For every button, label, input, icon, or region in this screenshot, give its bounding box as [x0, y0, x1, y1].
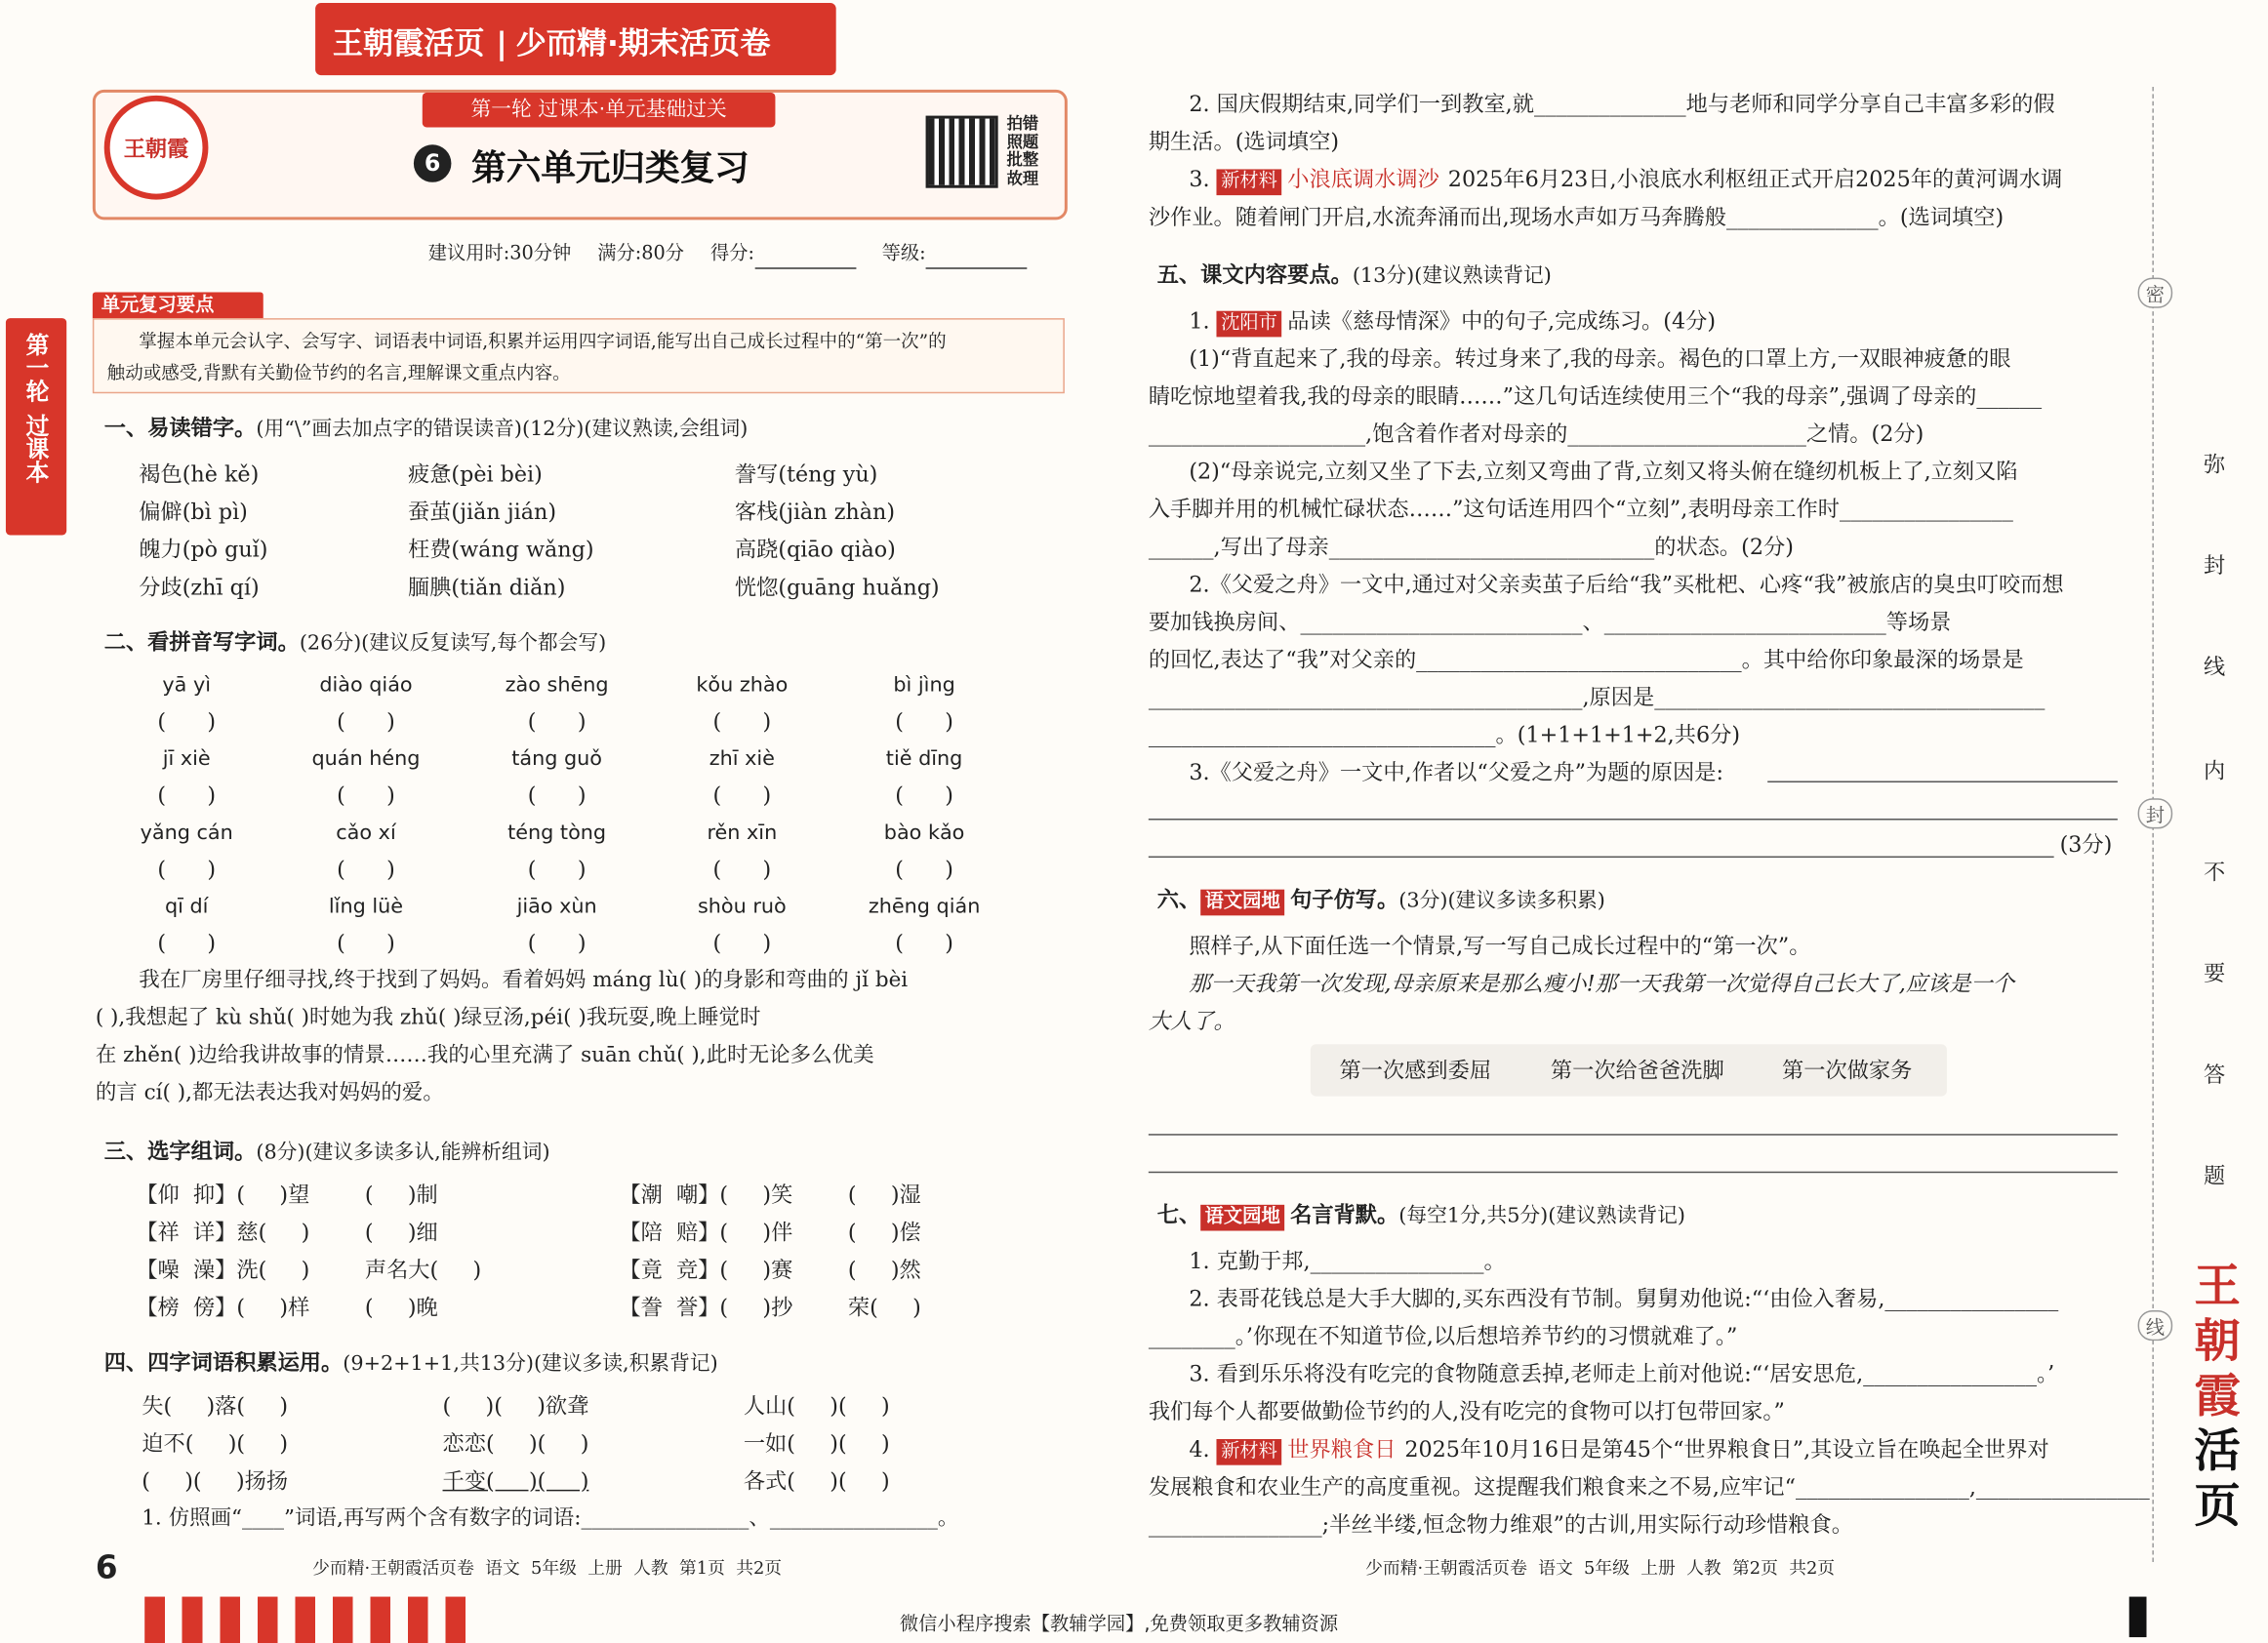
answer-blank[interactable]: ( ) [712, 708, 772, 736]
s7-q1[interactable]: 1. 克勤于邦,________________。 [1189, 1248, 1506, 1274]
answer-blank[interactable]: ( ) [527, 930, 587, 956]
answer-blank[interactable]: ( ) [895, 708, 953, 736]
s1-item[interactable]: 疲惫(pèi bèi) [407, 461, 543, 488]
s7-q2[interactable]: ________。’你现在不知道节俭,以后想培养节约的习惯就难了。” [1148, 1323, 1738, 1350]
pinyin: tiě dīng [885, 747, 963, 772]
r-q2-line-1[interactable]: 2. 国庆假期结束,同学们一到教室,就______________地与老师和同学分享自己丰富多彩的假 [1189, 91, 2055, 118]
pinyin: táng guǒ [511, 747, 603, 772]
answer-blank[interactable]: ( ) [712, 856, 772, 883]
brand-banner-text [333, 20, 771, 63]
pinyin: lǐng lüè [328, 895, 404, 919]
corner-mark [2129, 1597, 2147, 1638]
seal-mark: 线 [2138, 1310, 2173, 1341]
brand-name: 王朝霞 [332, 25, 425, 61]
new-material-tag: 新材料 [1217, 1439, 1282, 1465]
seal-text-char: 封 [2204, 552, 2226, 579]
logo-text: 王朝霞 [123, 136, 189, 163]
side-tab-round: 第一轮 [21, 332, 51, 403]
section-2-heading: 二、看拼音写字词。(26分)(建议反复读写,每个都会写) [103, 628, 607, 656]
seal-text-char: 要 [2204, 960, 2226, 986]
idiom-blank-underlined[interactable]: 千变( )( ) [442, 1467, 589, 1495]
answer-line[interactable] [1149, 819, 2118, 820]
seal-mark: 封 [2138, 798, 2173, 828]
s2-paragraph-line: ( ),我想起了 kù shǔ( )时她为我 zhǔ( )绿豆汤,péi( )我玩耍,晚上睡觉时 [95, 1006, 761, 1030]
s5-text: 3.《父爱之舟》一文中,作者以“父爱之舟”为题的原因是: [1189, 759, 1723, 785]
s6-example: 那一天我第一次发现,母亲原来是那么瘦小!那一天我第一次觉得自己长大了,应该是一个 [1189, 970, 2014, 997]
qr-caption-line: 故理 [1006, 168, 1039, 187]
s2-paragraph-line: 我在厂房里仔细寻找,终于找到了妈妈。看着妈妈 máng lù( )的身影和弯曲的 jǐ bèi [139, 969, 909, 992]
grade-field[interactable] [926, 245, 1028, 269]
seal-text-char: 题 [2204, 1162, 2226, 1189]
s1-item[interactable]: 腼腆(tiǎn diǎn) [407, 574, 566, 601]
idiom-blank[interactable]: 迫不( )( ) [142, 1430, 289, 1457]
section-5-heading: 五、课文内容要点。(13分)(建议熟读背记) [1156, 261, 1552, 288]
answer-blank[interactable]: ( ) [527, 856, 587, 883]
qr-caption-line: 拍错 [1006, 114, 1039, 134]
qr-caption [1007, 116, 1045, 188]
vertical-brand-watermark: 王 朝 霞 活 页 [2194, 1258, 2241, 1534]
s5-text: 2.《父爱之舟》一文中,通过对父亲卖茧子后给“我”买枇杷、心疼“我”被旅店的臭虫叮咬而想 [1189, 571, 2064, 598]
pinyin: zào shēng [505, 673, 609, 698]
s5-text: (1)“背直起来了,我的母亲。转过身来了,我的母亲。褐色的口罩上方,一双眼神疲惫的眼 [1189, 345, 2011, 372]
answer-blank[interactable]: ( ) [712, 930, 772, 956]
grade-label: 等级: [881, 243, 926, 265]
s5-text[interactable]: 的回忆,表达了“我”对父亲的______________________________。其中给你印象最深的场景是 [1148, 646, 2024, 673]
pinyin: quán héng [311, 747, 421, 772]
s3-row[interactable]: 【祥 详】慈( ) ( )细 [136, 1219, 438, 1246]
answer-line[interactable] [1149, 1172, 2118, 1173]
s6-option[interactable]: 第一次给爸爸洗脚 [1550, 1057, 1724, 1084]
s1-item[interactable]: 客栈(jiàn zhàn) [734, 499, 896, 526]
s7-q4[interactable]: 发展粮食和农业生产的高度重视。这提醒我们粮食来之不易,应牢记“________________,________________ [1148, 1473, 2150, 1501]
new-material-tag: 新材料 [1217, 169, 1282, 195]
s3-row[interactable]: 【誊 誉】( )抄 荣( ) [619, 1294, 921, 1321]
s7-q2[interactable]: 2. 表哥花钱总是大手大脚的,买东西没有节制。舅舅劝他说:“‘由俭入奢易,________________ [1189, 1285, 2059, 1312]
round-text: 第一轮 过课本·单元基础过关 [470, 98, 727, 122]
unit-number-badge [414, 144, 452, 182]
s1-item[interactable]: 分歧(zhī qí) [139, 574, 260, 601]
answer-blank[interactable]: ( ) [712, 781, 772, 809]
s6-option[interactable]: 第一次做家务 [1781, 1057, 1913, 1084]
s3-row[interactable]: 【噪 澡】洗( ) 声名大( ) [136, 1257, 482, 1283]
full-score: 满分:80分 [597, 243, 685, 265]
section-1-heading: 一、易读错字。(用“\”画去加点字的错误读音)(12分)(建议熟读,会组词) [103, 415, 749, 442]
s3-row[interactable]: 【榜 傍】( )样 ( )晚 [136, 1294, 438, 1321]
s7-q4: 4. 新材料 世界粮食日 2025年10月16日是第45个“世界粮食日”,其设立旨在唤起全世界对 [1189, 1435, 2048, 1465]
pinyin: jī xiè [162, 747, 211, 772]
s5-text[interactable]: 要加钱换房间、__________________________、__________________________等场景 [1148, 609, 1952, 635]
answer-blank[interactable]: ( ) [157, 781, 217, 809]
promo-text: 微信小程序搜索【教辅学园】,免费领取更多教辅资源 [899, 1614, 1339, 1636]
answer-blank[interactable]: ( ) [895, 856, 953, 883]
page-number: 6 [95, 1550, 118, 1587]
idiom-blank[interactable]: 各式( )( ) [743, 1467, 890, 1495]
answer-blank[interactable]: ( ) [337, 781, 395, 809]
seal-text-char: 答 [2204, 1062, 2226, 1088]
seal-mark: 密 [2138, 278, 2173, 308]
side-tab-book: 过课本 [21, 413, 51, 484]
s1-item[interactable]: 誊写(téng yù) [734, 461, 878, 488]
s1-item[interactable]: 恍惚(guāng huǎng) [734, 574, 940, 601]
footer-stripes [144, 1597, 477, 1643]
seal-text-char: 弥 [2204, 451, 2226, 478]
logo-badge [104, 96, 209, 200]
idiom-blank[interactable]: ( )( )欲聋 [442, 1392, 589, 1420]
product-name: 少而精·期末活页卷 [515, 25, 771, 61]
seal-text-char: 内 [2204, 757, 2226, 784]
footer-right-text: 少而精·王朝霞活页卷 语文 5年级 上册 人教 第2页 共2页 [1365, 1557, 1836, 1579]
pinyin: cǎo xí [336, 821, 396, 845]
idiom-blank[interactable]: 人山( )( ) [743, 1392, 890, 1420]
s7-q3: 我们每个人都要做勤俭节约的人,没有吃完的食物可以打包带回家。” [1148, 1398, 1785, 1425]
pinyin: kǒu zhào [696, 673, 789, 698]
pinyin: zhēng qián [868, 895, 981, 919]
s1-item[interactable]: 蚕茧(jiǎn jián) [407, 499, 556, 526]
r-q3-line-1[interactable]: 3. 新材料 小浪底调水调沙 2025年6月23日,小浪底水利枢纽正式开启2025年的黄河调水调 [1189, 165, 2062, 195]
key-points-title: 单元复习要点 [93, 292, 263, 321]
new-material-topic: 世界粮食日 [1287, 1436, 1397, 1463]
s3-row[interactable]: 【仰 抑】( )望 ( )制 [136, 1182, 438, 1208]
answer-line[interactable] [1149, 1134, 2118, 1135]
section-4-heading: 四、四字词语积累运用。(9+2+1+1,共13分)(建议多读,积累背记) [103, 1349, 718, 1376]
answer-blank[interactable]: ( ) [527, 781, 587, 809]
s5-text: (2)“母亲说完,立刻又坐了下去,立刻又弯曲了背,立刻又将头俯在缝纫机板上了,立刻又陷 [1189, 458, 2018, 485]
s3-row[interactable]: 【潮 嘲】( )笑 ( )湿 [619, 1182, 921, 1208]
answer-line[interactable] [1149, 857, 2054, 858]
answer-blank[interactable]: ( ) [337, 708, 395, 736]
section-7-heading: 七、 语文园地 名言背默。(每空1分,共5分)(建议熟读背记) [1157, 1200, 1685, 1230]
suggested-time: 建议用时:30分钟 [427, 243, 572, 265]
section-6-heading: 六、 语文园地 句子仿写。(3分)(建议多读多积累) [1157, 885, 1605, 915]
side-tab [6, 318, 66, 535]
s6-option[interactable]: 第一次感到委屈 [1339, 1057, 1492, 1084]
unit-title: 第六单元归类复习 [471, 147, 749, 188]
s2-paragraph-line: 在 zhěn( )边给我讲故事的情景……我的心里充满了 suān chǔ( ),此时无论多么优美 [95, 1044, 874, 1068]
new-material-topic: 小浪底调水调沙 [1287, 166, 1439, 193]
score-field[interactable] [754, 245, 856, 269]
s5-text[interactable]: ________________________________。(1+1+1+1+2,共6分) [1148, 721, 1741, 748]
pinyin: diào qiáo [319, 673, 413, 698]
s3-row[interactable]: 【陪 赔】( )伴 ( )偿 [619, 1219, 921, 1246]
textbook-garden-tag: 语文园地 [1200, 1205, 1284, 1231]
r-q2-line-2: 期生活。(选词填空) [1148, 128, 1340, 155]
unit-number: 6 [424, 148, 441, 177]
brand-series: 活页 [424, 25, 485, 61]
pinyin: bì jìng [893, 673, 955, 698]
s1-item[interactable]: 偏僻(bì pì) [139, 499, 248, 526]
pinyin: zhī xiè [709, 747, 775, 772]
s1-item[interactable]: 枉费(wáng wǎng) [407, 536, 594, 563]
section-3-heading: 三、选字组词。(8分)(建议多读多认,能辨析组词) [103, 1138, 550, 1165]
pinyin: shòu ruò [697, 895, 787, 919]
s1-item[interactable]: 魄力(pò guǐ) [139, 536, 268, 563]
answer-blank[interactable]: ( ) [157, 930, 217, 956]
qr-caption-line: 照题 [1006, 132, 1039, 151]
s7-q4[interactable]: ________________;半丝半缕,恒念物力维艰”的古训,用实际行动珍惜粮食。 [1148, 1511, 1854, 1538]
pinyin: yǎng cán [140, 821, 233, 845]
city-tag: 沈阳市 [1217, 311, 1282, 338]
answer-blank[interactable]: ( ) [527, 708, 587, 736]
qr-code[interactable] [926, 116, 998, 188]
s5-text[interactable]: ______,写出了母亲______________________________的状态。(2分) [1148, 534, 1794, 560]
answer-blank[interactable]: ( ) [337, 930, 395, 956]
answer-blank[interactable]: ( ) [895, 781, 953, 809]
seal-text-char: 线 [2204, 654, 2226, 680]
pinyin: rěn xīn [707, 821, 778, 845]
s5-text[interactable]: 入手脚并用的机械忙碌状态……”这句话连用四个“立刻”,表明母亲工作时________________ [1148, 496, 2013, 523]
key-points-text-2: 触动或感受,背默有关勤俭节约的名言,理解课文重点内容。 [106, 361, 571, 383]
pinyin: yā yì [162, 673, 212, 698]
s1-item[interactable]: 褐色(hè kě) [139, 461, 260, 488]
s4-question-1[interactable]: 1. 仿照画“____”词语,再写两个含有数字的词语:________________、________________。 [142, 1506, 959, 1531]
s3-row[interactable]: 【竟 竞】( )赛 ( )然 [619, 1257, 921, 1283]
answer-blank[interactable]: ( ) [895, 930, 953, 956]
idiom-blank[interactable]: ( )( )扬扬 [142, 1467, 289, 1495]
s5-q1: 1. 沈阳市 品读《慈母情深》中的句子,完成练习。(4分) [1189, 306, 1716, 337]
s6-example: 大人了。 [1148, 1008, 1235, 1034]
s1-item[interactable]: 高跷(qiāo qiào) [734, 536, 896, 563]
answer-blank[interactable]: ( ) [157, 708, 217, 736]
idiom-blank[interactable]: 一如( )( ) [743, 1430, 890, 1457]
pinyin: bào kǎo [883, 821, 965, 845]
qr-caption-line: 批整 [1006, 150, 1039, 170]
round-ribbon [423, 93, 776, 128]
seal-text-char: 不 [2204, 859, 2226, 886]
s7-q3[interactable]: 3. 看到乐乐将没有吃完的食物随意丢掉,老师走上前对他说:“‘居安思危,________________。’ [1189, 1360, 2055, 1387]
textbook-garden-tag: 语文园地 [1200, 890, 1284, 916]
s5-text[interactable]: ____________________,饱含着作者对母亲的______________________之情。(2分) [1148, 421, 1924, 448]
idiom-blank[interactable]: 失( )落( ) [142, 1392, 289, 1420]
answer-blank[interactable]: ( ) [337, 856, 395, 883]
pinyin: qī dí [164, 895, 209, 919]
idiom-blank[interactable]: 恋恋( )( ) [442, 1430, 589, 1457]
pinyin: jiāo xùn [516, 895, 597, 919]
s5-text[interactable]: 睛吃惊地望着我,我的母亲的眼睛……”这几句话连续使用三个“我的母亲”,强调了母亲的______ [1148, 382, 2043, 410]
banner-divider: | [496, 25, 507, 61]
score-label: 得分: [709, 243, 755, 265]
answer-blank[interactable]: ( ) [157, 856, 217, 883]
s5-text[interactable]: ________________________________________,原因是____________________________________ [1148, 684, 2045, 710]
s5-q3-score: (3分) [2059, 831, 2113, 859]
pinyin: téng tòng [507, 821, 607, 845]
s2-paragraph-line: 的言 cí( ),都无法表达我对妈妈的爱。 [95, 1081, 444, 1105]
r-q3-line-2[interactable]: 沙作业。随着闸门开启,水流奔涌而出,现场水声如万马奔腾般______________。(选词填空) [1148, 204, 2005, 230]
key-points-text-1: 掌握本单元会认字、会写字、词语表中词语,积累并运用四字词语,能写出自己成长过程中的“第一次”的 [139, 329, 947, 352]
footer-left-text: 少而精·王朝霞活页卷 语文 5年级 上册 人教 第1页 共2页 [312, 1557, 783, 1579]
meta-line [428, 240, 1028, 269]
s6-instruction: 照样子,从下面任选一个情景,写一写自己成长过程中的“第一次”。 [1189, 933, 1811, 959]
